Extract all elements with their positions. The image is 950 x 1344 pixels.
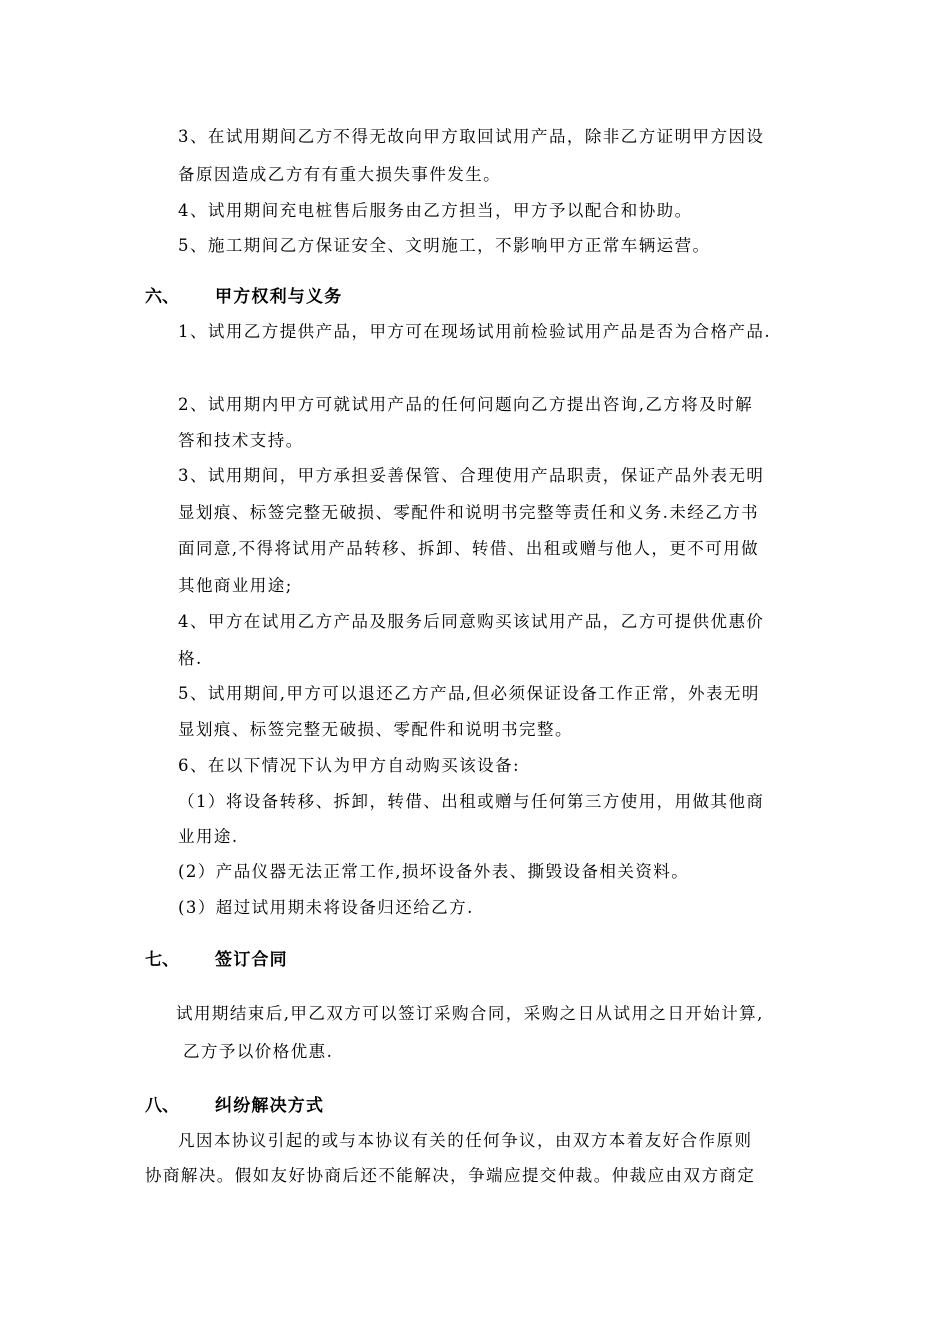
clause-6-3-line-2: 显划痕、标签完整无破损、零配件和说明书完整等责任和义务.未经乙方书 — [178, 503, 760, 522]
clause-6-3-line-3: 面同意,不得将试用产品转移、拆卸、转借、出租或赠与他人，更不可用做 — [178, 539, 760, 558]
section-7-number: 七、 — [145, 950, 179, 970]
clause-6-6-1-line-1: （1）将设备转移、拆卸，转借、出租或赠与任何第三方使用，用做其他商 — [178, 792, 765, 811]
clause-5-3-line-2: 备原因造成乙方有有重大损失事件发生。 — [178, 165, 502, 184]
clause-6-1: 1、试用乙方提供产品，甲方可在现场试用前检验试用产品是否为合格产品. — [178, 322, 772, 341]
section-6-heading — [145, 287, 342, 307]
clause-6-3-line-4: 其他商业用途; — [178, 576, 293, 595]
section-8-title: 纠纷解决方式 — [215, 1096, 325, 1116]
clause-6-2-line-1: 2、试用期内甲方可就试用产品的任何问题向乙方提出咨询,乙方将及时解 — [178, 395, 754, 414]
clause-6-5-line-1: 5、试用期间,甲方可以退还乙方产品,但必须保证设备工作正常，外表无明 — [178, 684, 760, 703]
clause-6-4-line-1: 4、甲方在试用乙方产品及服务后同意购买该试用产品，乙方可提供优惠价 — [178, 612, 765, 631]
section-6-number: 六、 — [145, 287, 179, 307]
section-6-title: 甲方权利与义务 — [215, 287, 343, 307]
section-7-title: 签订合同 — [215, 950, 288, 970]
clause-6-3-line-1: 3、试用期间，甲方承担妥善保管、合理使用产品职责，保证产品外表无明 — [178, 466, 765, 485]
clause-6-4-line-2: 格. — [178, 649, 203, 668]
clause-6-6-2: (2）产品仪器无法正常工作,损坏设备外表、撕毁设备相关资料。 — [178, 862, 690, 881]
section-8-number: 八、 — [145, 1096, 179, 1116]
clause-6-6-1-line-2: 业用途. — [178, 827, 239, 846]
clause-6-5-line-2: 显划痕、标签完整无破损、零配件和说明书完整。 — [178, 720, 573, 739]
section-7-heading — [145, 950, 288, 970]
clause-5-3-line-1: 3、在试用期间乙方不得无故向甲方取回试用产品，除非乙方证明甲方因设 — [178, 127, 765, 146]
clause-6-6-3: (3）超过试用期未将设备归还给乙方. — [178, 898, 474, 917]
section-7-text-line-2: 乙方予以价格优惠. — [183, 1042, 334, 1061]
section-8-heading — [145, 1096, 324, 1116]
clause-6-6: 6、在以下情况下认为甲方自动购买该设备: — [178, 756, 521, 775]
clause-5-5: 5、施工期间乙方保证安全、文明施工，不影响甲方正常车辆运营。 — [178, 236, 711, 255]
section-7-text-line-1: 试用期结束后,甲乙双方可以签订采购合同，采购之日从试用之日开始计算, — [176, 1004, 764, 1023]
section-8-text-line-2: 协商解决。假如友好协商后还不能解决，争端应提交仲裁。仲裁应由双方商定 — [145, 1166, 756, 1185]
section-8-text-line-1: 凡因本协议引起的或与本协议有关的任何争议，由双方本着友好合作原则 — [178, 1131, 753, 1150]
clause-6-2-line-2: 答和技术支持。 — [178, 431, 304, 450]
clause-5-4: 4、试用期间充电桩售后服务由乙方担当，甲方予以配合和协助。 — [178, 201, 693, 220]
